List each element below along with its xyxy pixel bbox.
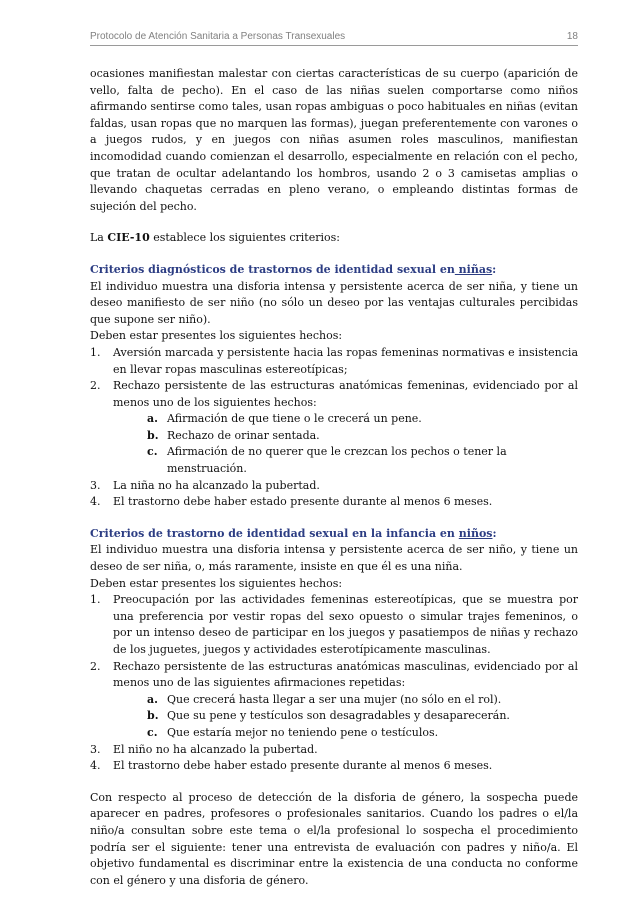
- sub-item: [90, 428, 578, 445]
- item-text: El trastorno debe haber estado presente durante al menos 6 meses.: [113, 759, 493, 773]
- section1-lead: Deben estar presentes los siguientes hechos:: [90, 329, 343, 343]
- section2-lead: Deben estar presentes los siguientes hechos:: [90, 576, 343, 590]
- section1-title-prefix: Criterios diagnósticos de trastornos de identidad sexual en: [90, 262, 455, 276]
- cie-code: CIE-10: [107, 231, 150, 245]
- sub-item-letter: b.: [147, 428, 159, 442]
- sub-item-text: Que crecerá hasta llegar a ser una mujer (no sólo en el rol).: [167, 692, 502, 706]
- item-number: 1.: [90, 345, 101, 359]
- section1-title: [90, 262, 578, 279]
- sub-item-letter: c.: [147, 445, 158, 459]
- cie-statement: [90, 230, 578, 247]
- list-item: [90, 592, 578, 658]
- sub-item-text: Afirmación de que tiene o le crecerá un pene.: [167, 412, 422, 426]
- item-number: 2.: [90, 659, 101, 673]
- sub-item: [90, 411, 578, 428]
- sub-item: [90, 708, 578, 725]
- section2-title-suffix: :: [492, 526, 497, 540]
- section1-title-keyword: niñas: [454, 262, 493, 276]
- list-item: [90, 659, 578, 692]
- closing-paragraph: Con respecto al proceso de detección de la disforia de género, la sospecha puede aparecer en padres, profesores o profesionales sanitarios. Cuando los padres o el/la niño/a consultan sobre este tema o el/la profesional lo sospecha el procedimiento podría ser el siguiente: tener una entrevista de evaluación con padres y niño/a. El objetivo fundamental es discriminar entre la existencia de una conducta no conforme con el género y una disforia de género.: [90, 790, 578, 887]
- item-text: Aversión marcada y persistente hacia las ropas femeninas normativas e insistencia en llevar ropas masculinas estereotípicas;: [113, 345, 578, 376]
- item-text: El niño no ha alcanzado la pubertad.: [113, 742, 318, 756]
- document-body: [90, 66, 578, 889]
- sub-item-text: Rechazo de orinar sentada.: [167, 428, 320, 442]
- item-number: 2.: [90, 379, 101, 393]
- sub-item-letter: b.: [147, 709, 159, 723]
- header-title: Protocolo de Atención Sanitaria a Personas Transexuales: [90, 31, 346, 42]
- section2-list: [90, 592, 578, 775]
- section1-title-suffix: :: [492, 262, 497, 276]
- sub-item-letter: a.: [147, 692, 158, 706]
- page-number: 18: [566, 31, 578, 42]
- sub-item-text: Que su pene y testículos son desagradables y desaparecerán.: [167, 709, 510, 723]
- sub-item: [90, 725, 578, 742]
- item-number: 1.: [90, 593, 101, 607]
- sub-item-letter: c.: [147, 725, 158, 739]
- intro-paragraph: ocasiones manifiestan malestar con ciertas características de su cuerpo (aparición de vello, falta de pecho). En el caso de las niñas suelen comportarse como niños afirmando sentirse como tales, usan ropas ambiguas o poco habituales en niñas (evitan faldas, usan ropas que no marquen las formas), juegan preferentemente con varones o a juegos rudos, y en juegos con niñas asumen roles masculinos, manifiestan incomodidad cuando comienzan el desarrollo, especialmente en relación con el pecho, que tratan de ocultar adelantando los hombros, usando 2 o 3 camisetas amplias o llevando chaquetas cerradas en pleno verano, o empleando distintas formas de sujeción del pecho.: [90, 67, 578, 213]
- list-item: [90, 345, 578, 378]
- sub-item: [90, 692, 578, 709]
- item-text: Preocupación por las actividades femeninas estereotípicas, que se muestra por una preferencia por vestir ropas del sexo opuesto o simular trajes femeninos, o por un intenso deseo de participar en los juegos y pasatiempos de niñas y rechazo de los juguetes, juegos y actividades esterotípicamente masculinas.: [113, 593, 578, 656]
- item-text: El trastorno debe haber estado presente durante al menos 6 meses.: [113, 495, 493, 509]
- item-number: 3.: [90, 478, 101, 492]
- header-divider: [90, 45, 578, 46]
- list-item: [90, 478, 578, 495]
- sub-item-text: Que estaría mejor no teniendo pene o testículos.: [167, 725, 439, 739]
- cie-prefix: La: [90, 231, 108, 245]
- item-text: Rechazo persistente de las estructuras anatómicas femeninas, evidenciado por al menos uno de los siguientes hechos:: [113, 379, 578, 409]
- item-number: 4.: [90, 759, 101, 773]
- item-text: Rechazo persistente de las estructuras anatómicas masculinas, evidenciado por al menos uno de las siguientes afirmaciones repetidas:: [113, 659, 578, 690]
- list-item: [90, 378, 578, 411]
- sub-item-letter: a.: [147, 412, 158, 426]
- list-item: [90, 494, 578, 511]
- sub-item-text: Afirmación de no querer que le crezcan los pechos o tener la menstruación.: [167, 445, 507, 476]
- section1-list: [90, 345, 578, 511]
- list-item: [90, 742, 578, 759]
- cie-suffix: establece los siguientes criterios:: [149, 231, 340, 245]
- section1-paragraph: El individuo muestra una disforia intensa y persistente acerca de ser niña, y tiene un deseo manifiesto de ser niño (no sólo un deseo por las ventajas culturales percibidas que supone ser niño).: [90, 279, 578, 326]
- page-header: [90, 31, 578, 44]
- section2-title-prefix: Criterios de trastorno de identidad sexual en la infancia en: [90, 526, 459, 540]
- section2-paragraph: El individuo muestra una disforia intensa y persistente acerca de ser niño, y tiene un deseo de ser niña, o, más raramente, insiste en que él es una niña.: [90, 543, 578, 574]
- sub-item: [90, 444, 578, 477]
- item-number: 3.: [90, 742, 101, 756]
- section2-title-keyword: niños: [458, 526, 493, 540]
- item-text: La niña no ha alcanzado la pubertad.: [113, 478, 320, 492]
- list-item: [90, 758, 578, 775]
- item-number: 4.: [90, 495, 101, 509]
- section2-title: [90, 526, 578, 543]
